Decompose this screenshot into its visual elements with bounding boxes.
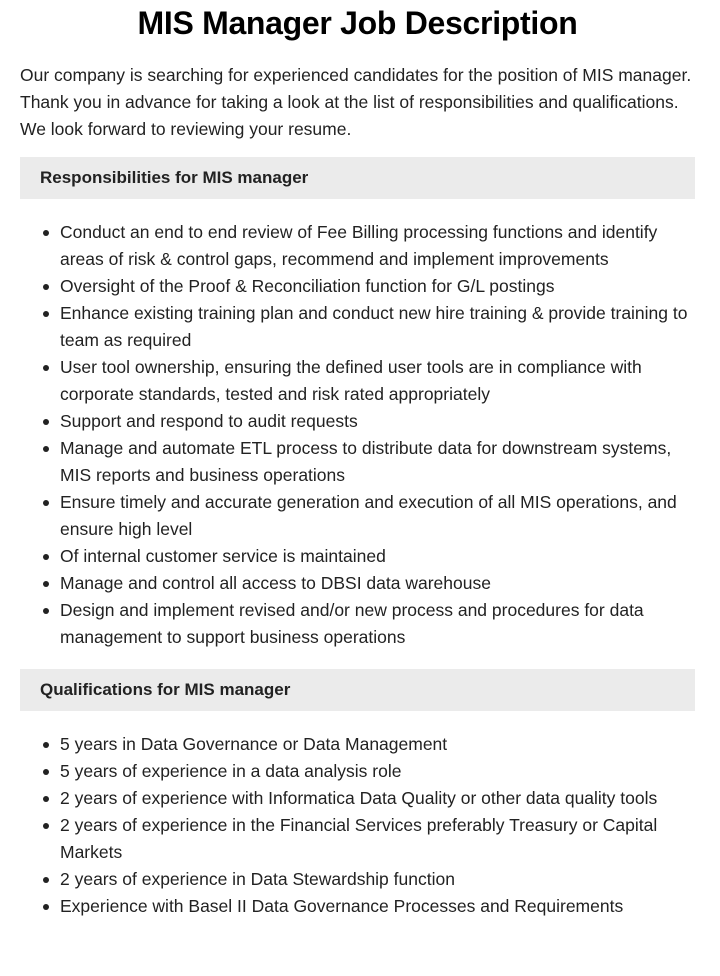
page-title: MIS Manager Job Description (137, 5, 578, 41)
list-item: User tool ownership, ensuring the defined user tools are in compliance with corporate standards, tested and risk rated appropriately (60, 354, 695, 408)
list-item: Manage and automate ETL process to distribute data for downstream systems, MIS reports and business operations (60, 435, 695, 489)
qualifications-heading: Qualifications for MIS manager (20, 669, 695, 711)
list-item: Support and respond to audit requests (60, 408, 695, 435)
list-item: Design and implement revised and/or new process and procedures for data management to support business operations (60, 597, 695, 651)
list-item: 5 years in Data Governance or Data Management (60, 731, 695, 758)
list-item: 5 years of experience in a data analysis role (60, 758, 695, 785)
qualifications-list (20, 731, 695, 920)
list-item: Ensure timely and accurate generation and execution of all MIS operations, and ensure high level (60, 489, 695, 543)
list-item: 2 years of experience with Informatica Data Quality or other data quality tools (60, 785, 695, 812)
list-item: 2 years of experience in Data Stewardship function (60, 866, 695, 893)
intro-paragraph: Our company is searching for experienced candidates for the position of MIS manager. Thank you in advance for taking a look at the list of responsibilities and qualifications. We look forward to reviewing your resume. (20, 65, 692, 139)
list-item: Of internal customer service is maintained (60, 543, 695, 570)
list-item: Conduct an end to end review of Fee Billing processing functions and identify areas of risk & control gaps, recommend and implement improvements (60, 219, 695, 273)
responsibilities-heading: Responsibilities for MIS manager (20, 157, 695, 199)
responsibilities-list (20, 219, 695, 651)
list-item: Manage and control all access to DBSI data warehouse (60, 570, 695, 597)
list-item: Experience with Basel II Data Governance Processes and Requirements (60, 893, 695, 920)
list-item: 2 years of experience in the Financial Services preferably Treasury or Capital Markets (60, 812, 695, 866)
list-item: Oversight of the Proof & Reconciliation function for G/L postings (60, 273, 695, 300)
list-item: Enhance existing training plan and conduct new hire training & provide training to team as required (60, 300, 695, 354)
